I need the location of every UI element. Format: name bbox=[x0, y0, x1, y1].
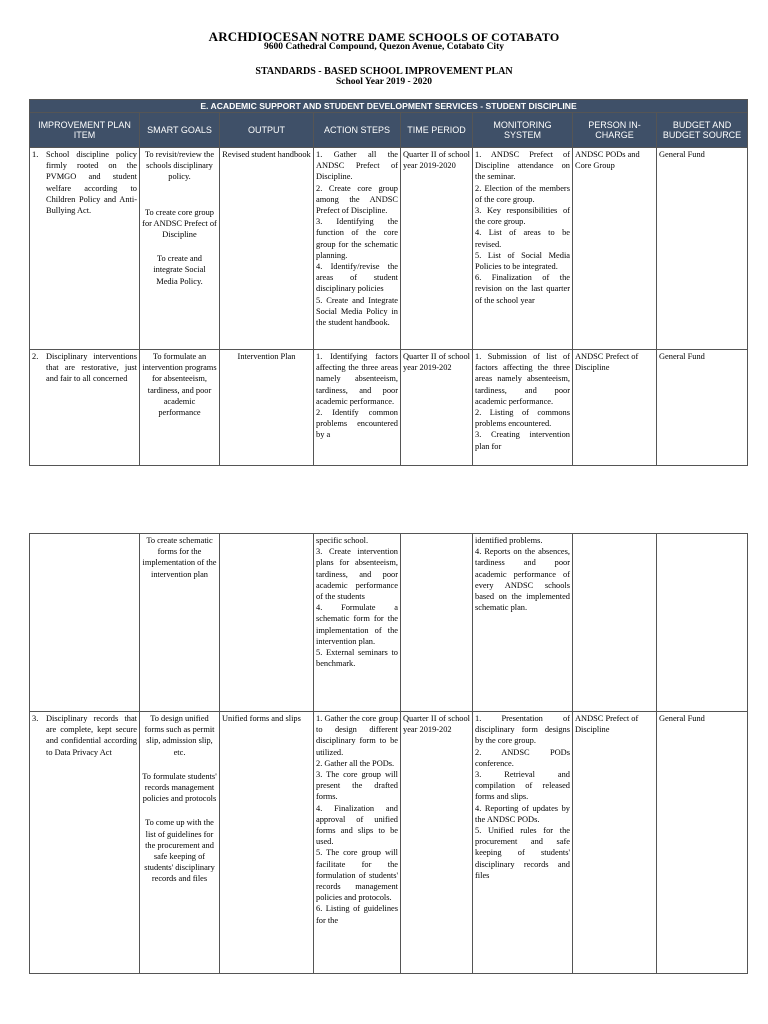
smart-goal: To come up with the list of guidelines for the procurement and safe keeping of students' disciplinary records and files bbox=[144, 818, 215, 884]
action-step: 1. Gather the core group to design different disciplinary form to be utilized. bbox=[316, 714, 398, 757]
plan-item-text: Disciplinary records that are complete, kept secure and confidential according to Data Privacy Act bbox=[46, 714, 137, 757]
plan-item-cell bbox=[30, 148, 140, 350]
smart-goal: To create and integrate Social Media Policy. bbox=[153, 254, 206, 286]
smart-goal: To revisit/review the schools disciplinary policy. bbox=[144, 150, 215, 182]
action-steps-cell bbox=[314, 148, 401, 350]
time-period-cell: Quarter II of school year 2019-202 bbox=[401, 712, 473, 974]
person-in-charge-cell: ANDSC Prefect of Discipline bbox=[573, 712, 657, 974]
action-step: 4. Finalization and approval of unified forms and slips to be used. bbox=[316, 803, 398, 847]
smart-goal: To create core group for ANDSC Prefect of Discipline bbox=[142, 207, 217, 240]
action-step: 5. External seminars to benchmark. bbox=[316, 648, 398, 669]
output-cell: Unified forms and slips bbox=[220, 712, 314, 974]
monitoring-step: 6. Finalization of the revision on the last quarter of the school year bbox=[475, 273, 570, 305]
column-header-person-in-charge: PERSON IN-CHARGE bbox=[573, 113, 657, 148]
output-cell: Revised student handbook bbox=[220, 148, 314, 350]
action-step: 2. Identify common problems encountered by a bbox=[316, 408, 398, 440]
organization-address: 9600 Cathedral Compound, Quezon Avenue, Cotabato City bbox=[264, 42, 504, 52]
monitoring-step: 3. Key responsibilities of the core group. bbox=[475, 206, 570, 227]
action-step: 5. Create and Integrate Social Media Policy in the student handbook. bbox=[316, 295, 398, 328]
organization-name-big: ARCHDIOCESAN bbox=[208, 29, 318, 44]
action-step: 3. Identifying the function of the core group for the schematic planning. bbox=[316, 217, 398, 260]
action-step: 4. Formulate a schematic form for the implementation of the intervention plan. bbox=[316, 603, 398, 646]
budget-cell bbox=[657, 534, 748, 712]
person-in-charge-cell: ANDSC Prefect of Discipline bbox=[573, 350, 657, 466]
organization-name-rest: NOTRE DAME SCHOOLS OF COTABATO bbox=[317, 30, 560, 44]
monitoring-step: 5. Unified rules for the procurement and safe keeping of students' disciplinary records and files bbox=[475, 826, 570, 880]
table-row bbox=[30, 712, 748, 974]
column-header-plan-item: IMPROVEMENT PLAN ITEM bbox=[30, 113, 140, 148]
action-step: 2. Create core group among the ANDSC Prefect of Discipline. bbox=[316, 183, 398, 216]
plan-item-cell bbox=[30, 350, 140, 466]
action-step: 6. Listing of guidelines for the bbox=[316, 904, 398, 925]
monitoring-step: 3. Creating intervention plan for bbox=[475, 430, 570, 451]
monitoring-step: 2. Listing of commons problems encountered. bbox=[475, 408, 570, 429]
smart-goals-cell: To create schematic forms for the implementation of the intervention plan bbox=[140, 534, 220, 712]
table-row bbox=[30, 350, 748, 466]
smart-goal: To design unified forms such as permit slip, admission slip, etc. bbox=[144, 714, 215, 757]
smart-goals-cell: To formulate an intervention programs for absenteeism, tardiness, and poor academic performance bbox=[140, 350, 220, 466]
monitoring-step: 2. Election of the members of the core group. bbox=[475, 183, 570, 204]
item-number: 2. bbox=[32, 352, 39, 361]
monitoring-system-cell bbox=[473, 712, 573, 974]
output-cell: Intervention Plan bbox=[220, 350, 314, 466]
table-row bbox=[30, 534, 748, 712]
column-header-budget: BUDGET AND BUDGET SOURCE bbox=[657, 113, 748, 148]
table-row bbox=[30, 148, 748, 350]
column-header-action-steps: ACTION STEPS bbox=[314, 113, 401, 148]
column-header-smart-goals: SMART GOALS bbox=[140, 113, 220, 148]
action-step: 4. Identify/revise the areas of student disciplinary policies bbox=[316, 262, 398, 294]
section-title: E. ACADEMIC SUPPORT AND STUDENT DEVELOPMENT SERVICES - STUDENT DISCIPLINE bbox=[30, 100, 748, 113]
action-step: 3. The core group will present the drafted forms. bbox=[316, 770, 398, 802]
plan-title: STANDARDS - BASED SCHOOL IMPROVEMENT PLAN bbox=[255, 66, 513, 77]
improvement-plan-table-part2 bbox=[29, 533, 748, 974]
plan-item-cell bbox=[30, 534, 140, 712]
action-step: 5. The core group will facilitate for the formulation of students' records management policies and protocols. bbox=[316, 848, 398, 903]
action-step: 1. Identifying factors affecting the three areas namely absenteeism, tardiness, and poor academic performance. bbox=[316, 352, 398, 406]
person-in-charge-cell: ANDSC PODs and Core Group bbox=[573, 148, 657, 350]
smart-goal: To formulate students' records management policies and protocols bbox=[142, 771, 217, 804]
monitoring-step: 5. List of Social Media Policies to be integrated. bbox=[475, 250, 570, 272]
budget-cell: General Fund bbox=[657, 350, 748, 466]
monitoring-system-cell bbox=[473, 534, 573, 712]
school-year: School Year 2019 - 2020 bbox=[335, 77, 433, 87]
action-step: specific school. bbox=[316, 536, 369, 545]
action-steps-cell bbox=[314, 534, 401, 712]
action-steps-cell bbox=[314, 350, 401, 466]
action-step: 2. Gather all the PODs. bbox=[316, 758, 395, 768]
smart-goals-cell bbox=[140, 712, 220, 974]
monitoring-step: 4. List of areas to be revised. bbox=[475, 228, 570, 249]
column-header-time-period: TIME PERIOD bbox=[401, 113, 473, 148]
smart-goals-cell bbox=[140, 148, 220, 350]
time-period-cell: Quarter II of school year 2019-202 bbox=[401, 350, 473, 466]
action-steps-cell bbox=[314, 712, 401, 974]
monitoring-step: 2. ANDSC PODs conference. bbox=[475, 747, 570, 768]
plan-item-cell bbox=[30, 712, 140, 974]
column-header-output: OUTPUT bbox=[220, 113, 314, 148]
budget-cell: General Fund bbox=[657, 712, 748, 974]
monitoring-system-cell bbox=[473, 148, 573, 350]
time-period-cell: Quarter II of school year 2019-2020 bbox=[401, 148, 473, 350]
monitoring-step: 1. Submission of list of factors affecting the three areas namely absenteeism, tardiness, and poor academic performance. bbox=[475, 352, 570, 406]
person-in-charge-cell bbox=[573, 534, 657, 712]
column-header-monitoring-system: MONITORING SYSTEM bbox=[473, 113, 573, 148]
plan-item-text: Disciplinary interventions that are restorative, just and fair to all concerned bbox=[46, 352, 137, 384]
monitoring-step: 3. Retrieval and compilation of released forms and slips. bbox=[475, 770, 570, 802]
action-step: 3. Create intervention plans for absenteeism, tardiness, and poor academic performance of the students bbox=[316, 547, 398, 602]
action-step: 1. Gather all the ANDSC Prefect of Discipline. bbox=[316, 150, 398, 182]
item-number: 1. bbox=[32, 150, 39, 159]
monitoring-step: 1. ANDSC Prefect of Discipline attendance on the seminar. bbox=[475, 150, 570, 182]
monitoring-system-cell bbox=[473, 350, 573, 466]
budget-cell: General Fund bbox=[657, 148, 748, 350]
improvement-plan-table-part1 bbox=[29, 99, 748, 466]
item-number: 3. bbox=[32, 714, 39, 723]
monitoring-step: 4. Reporting of updates by the ANDSC PODs. bbox=[475, 803, 570, 824]
monitoring-step: 4. Reports on the absences, tardiness and poor academic performance of every ANDSC schools based on the implemented schematic plan. bbox=[475, 547, 570, 613]
time-period-cell bbox=[401, 534, 473, 712]
monitoring-step: identified problems. bbox=[475, 536, 543, 545]
output-cell bbox=[220, 534, 314, 712]
monitoring-step: 1. Presentation of disciplinary form designs by the core group. bbox=[475, 714, 570, 746]
plan-item-text: School discipline policy firmly rooted on the PVMGO and student welfare according to Children Policy and Anti-Bullying Act. bbox=[46, 150, 137, 216]
